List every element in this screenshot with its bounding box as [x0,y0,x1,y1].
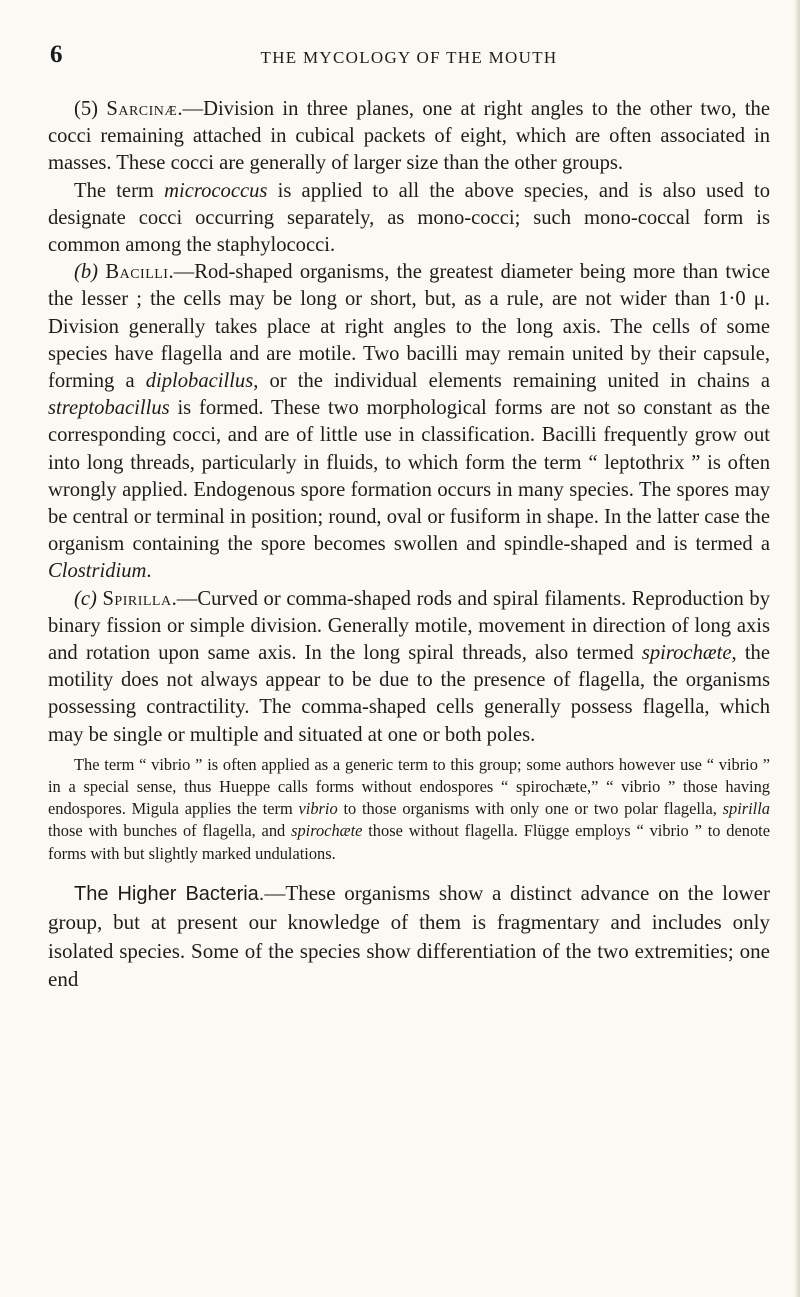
paragraph-higher-bacteria [48,879,770,994]
paragraph-text: —These organisms show a distinct advance on the lower group, but at present our knowledge of them is fragmentary and includes only isolated species. Some of the species show differentiation of the two extremities; one end [48,880,770,992]
paragraph-micrococcus [48,178,770,260]
paragraph-text: , the motility does not always appear to be due to the presence of flagella, the organisms possessing contractility. The comma-shaped cells generally possess flagella, which may be single or multiple and situated at one or both poles. [48,642,770,746]
section-name: Sarcinæ [106,98,178,120]
section-number: (5) [74,98,99,120]
paragraph-text: is formed. These two morphological forms are not so constant as the corresponding cocci, and are of little use in classification. Bacilli frequently grow out into long threads, particularly in fluids, to which form the term “ leptothrix ” is often wrongly applied. Endogenous spore formation occurs in many species. The spores may be central or terminal in position; round, oval or fusiform in shape. In the latter case the organism containing the spore becomes swollen and spindle-shaped and is termed a [48,397,770,556]
italic-term: spirochæte [291,821,363,841]
running-head: THE MYCOLOGY OF THE MOUTH [260,48,558,67]
paragraph-sarcinae [48,96,770,178]
italic-term: spirilla [722,799,770,819]
paragraph-text: .—Division in three planes, one at right angles to the other two, the cocci remaining attached in cubical packets of eight, which are often associated in masses. These cocci are generally of larger size than the other groups. [48,98,770,175]
italic-term: vibrio [298,799,338,819]
italic-term: spirochæte [641,642,732,665]
paragraph-text: , or the individual elements remaining united in chains a [253,370,770,393]
note-text: to those organisms with only one or two polar flagella, [337,799,723,819]
paragraph-text: . [146,560,152,583]
note-text: those with bunches of flagella, and [48,821,292,841]
paragraph-text: .—Rod-shaped organisms, the greatest diameter being more than twice the lesser ; the cells may be long or short, but, as a rule, are not wider than 1·0 μ. Division generally takes place at right angles to the long axis. The cells of some species have flagella and are motile. Two bacilli may remain united by their capsule, forming a [48,261,770,393]
paragraph-text: The term [74,179,165,202]
paragraph-text: is applied to all the above species, and is also used to designate cocci occurring separately, as mono-cocci; such mono-coccal form is common among the staphylococci. [48,179,771,257]
paragraph-bacilli [48,259,770,585]
page-number: 6 [50,41,63,68]
note-text: those without flagella. Flügge employs “ vibrio ” to denote forms with but slightly marked undulations. [48,821,770,863]
italic-term: Clostridium [48,560,147,583]
section-number: (b) [74,261,99,284]
paragraph-spirilla [48,586,770,749]
section-number: (c) [74,587,97,610]
section-name: Spirilla [102,587,172,610]
small-print-note [48,754,770,865]
section-title: The Higher Bacteria. [74,882,265,905]
page-body [48,96,770,994]
page-header [48,40,770,76]
italic-term: streptobacillus [48,397,170,420]
paragraph-text: .—Curved or comma-shaped rods and spiral filaments. Reproduction by binary fission or simple division. Generally motile, movement in direction of long axis and rotation upon same axis. In the long spiral threads, also termed [48,587,771,665]
italic-term: diplobacillus [145,370,254,393]
page-edge-shadow [794,0,800,1297]
note-text: The term “ vibrio ” is often applied as a generic term to this group; some authors however use “ vibrio ” in a special sense, thus Hueppe calls forms without endospores “ spirochæte,” “ vibrio ” those having endospores. Migula applies the term [48,754,770,819]
italic-term: micrococcus [164,179,268,202]
section-name: Bacilli [105,261,169,284]
